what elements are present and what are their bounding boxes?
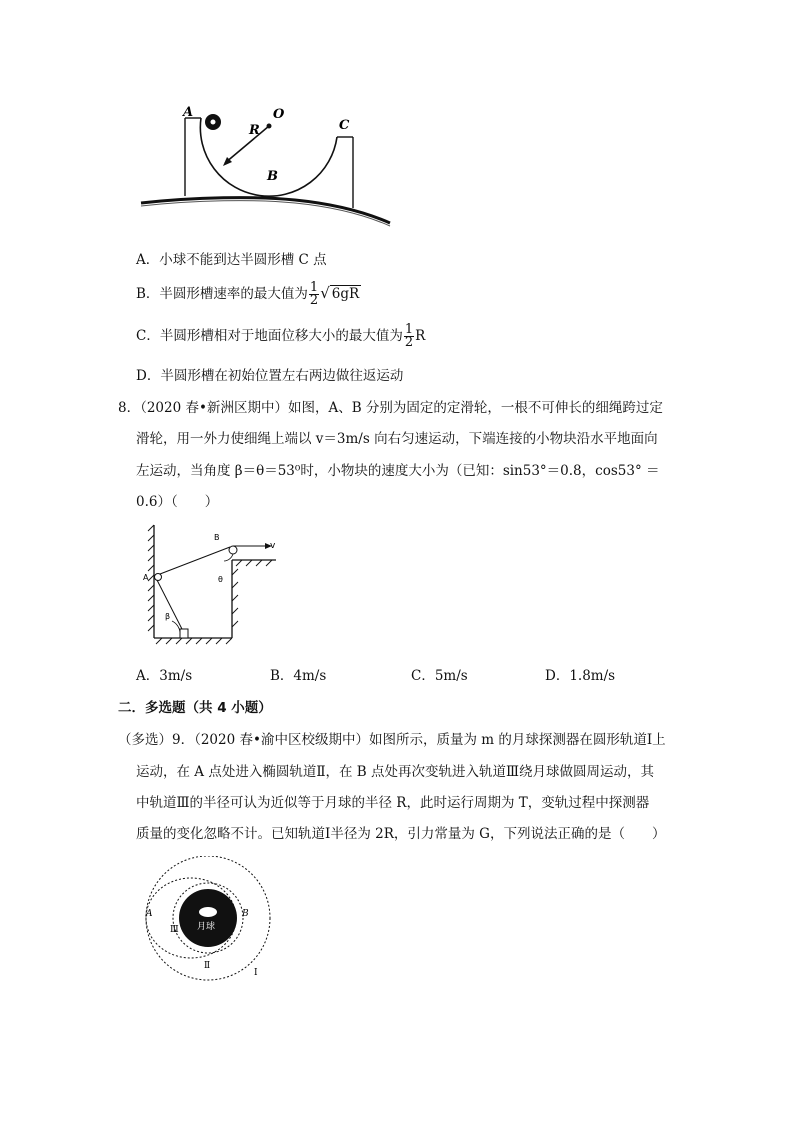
q7-option-c-fraction: $\frac{1}{2}$ [404,322,414,350]
q7-option-b-text: B．半圆形槽速率的最大值为 [136,286,308,302]
q8-label-A: A [143,573,149,582]
q7-figure [135,100,395,235]
q8-stem-line3: 左运动，当角度 β＝θ＝53⁰时，小物块的速度大小为（已知：sin53°＝0.8，cos53° ＝ [136,463,660,479]
q8-option-b: B．4m/s [270,668,327,684]
q9-stem-line2: 运动，在 A 点处进入椭圆轨道Ⅱ，在 B 点处再次变轨进入轨道Ⅲ绕月球做圆周运动，其 [136,764,655,780]
q7-label-O: O [273,107,285,122]
q9-figure [138,856,278,984]
q8-label-B: B [214,533,220,542]
q7-label-C: C [339,118,350,133]
q8-option-c: C．5m/s [411,668,468,684]
q8-option-d: D．1.8m/s [545,668,616,684]
q9-stem-line4: 质量的变化忽略不计。已知轨道Ⅰ半径为 2R，引力常量为 G，下列说法正确的是（ ） [136,826,666,842]
q9-label-B: B [242,909,249,919]
q7-option-b: B．半圆形槽速率的最大值为 $\frac{1}{2}$ √ 6gR [136,280,360,308]
semicircle-groove [200,118,337,196]
q7-label-A: A [183,105,194,120]
q7-option-c: C．半圆形槽相对于地面位移大小的最大值为 $\frac{1}{2}$ R [136,322,426,350]
q8-stem-line1: 8．（2020 春•新洲区期中）如图，A、B 分别为固定的定滑轮，一根不可伸长的细绳跨过定 [118,400,663,416]
q8-stem-line2: 滑轮，用一外力使细绳上端以 v＝3m/s 向右匀速运动，下端连接的小物块沿水平地面向 [136,431,658,447]
q9-label-moon: 月球 [197,922,216,932]
q9-label-II: Ⅱ [204,961,211,971]
q9-stem-line3: 中轨道Ⅲ的半径可认为近似等于月球的半径 R，此时运行周期为 T，变轨过程中探测器 [136,795,650,811]
q8-option-a: A．3m/s [136,668,193,684]
q7-option-a: A．小球不能到达半圆形槽 C 点 [136,252,327,268]
q7-label-R: R [249,123,260,138]
q9-label-III: Ⅲ [170,925,179,935]
q7-option-b-fraction: $\frac{1}{2}$ [309,280,319,308]
q8-stem-line4: 0.6）（ ） [136,494,219,510]
section-title-multiple-choice: 二．多选题（共 4 小题） [118,700,272,716]
q8-figure [140,523,290,648]
moon [179,889,237,947]
q7-option-d: D．半圆形槽在初始位置左右两边做往返运动 [136,368,404,384]
q9-label-A: A [146,909,153,919]
q8-label-beta: β [165,612,171,621]
q9-label-I: Ⅰ [254,968,258,978]
q8-label-theta: θ [218,575,223,584]
q7-option-c-text: C．半圆形槽相对于地面位移大小的最大值为 [136,328,403,344]
q7-label-B: B [267,169,278,184]
q7-option-b-sqrt: 6gR [331,286,360,302]
q8-label-v: v [270,541,276,551]
q9-stem-line1: （多选）9．（2020 春•渝中区校级期中）如图所示，质量为 m 的月球探测器在圆形轨道Ⅰ上 [118,732,666,748]
